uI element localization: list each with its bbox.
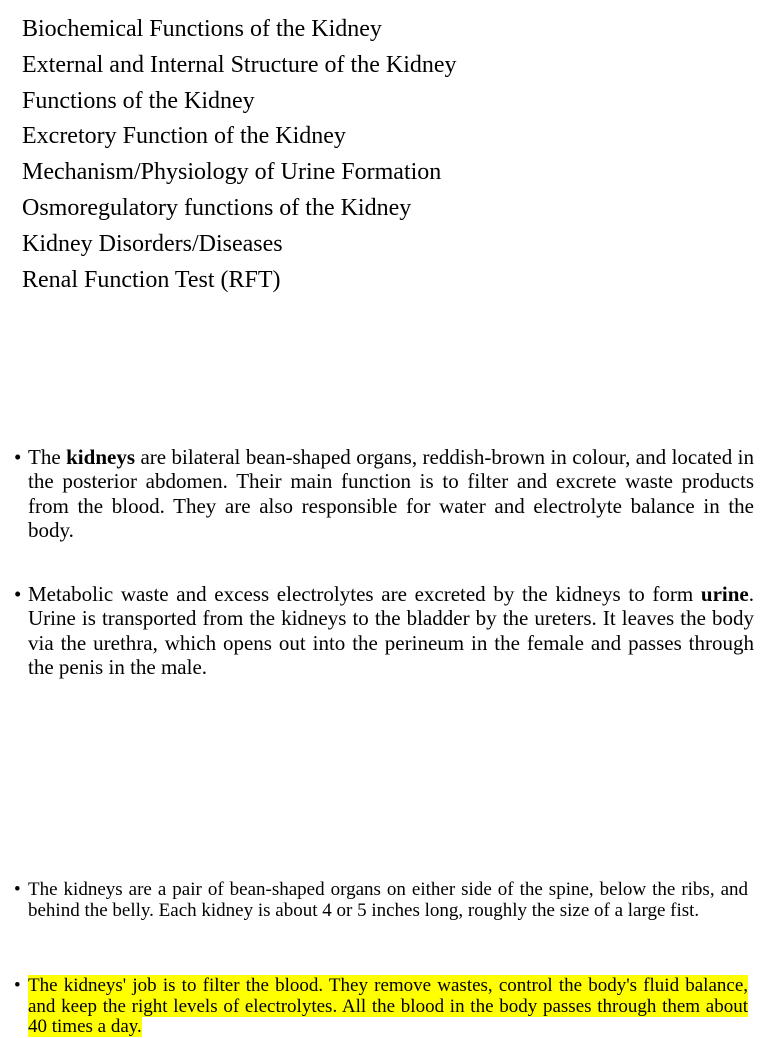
urine-paragraph xyxy=(14,582,754,679)
text-run: Metabolic waste and excess electrolytes are excreted by the kidneys to form xyxy=(28,582,701,606)
topic-item: Kidney Disorders/Diseases xyxy=(22,230,283,257)
topic-item: Osmoregulatory functions of the Kidney xyxy=(22,194,412,221)
paragraph-text: The kidneys are a pair of bean-shaped organs on either side of the spine, below the ribs, and behind the belly. Each kidney is about 4 or 5 inches long, roughly the size of a large fist. xyxy=(28,879,748,921)
topic-list xyxy=(22,12,457,298)
text-run: . Urine is transported from the kidneys to the bladder by the ureters. It leaves the body via the urethra, which opens out into the perineum in the female and passes through the penis in the male. xyxy=(28,582,754,679)
kidney-job-paragraph xyxy=(14,976,748,1038)
topic-item: Mechanism/Physiology of Urine Formation xyxy=(22,159,442,186)
paragraph-text xyxy=(28,582,754,679)
paragraph-text xyxy=(28,445,754,542)
bold-term: kidneys xyxy=(66,445,135,469)
bullet-icon: • xyxy=(14,445,22,469)
topic-item: Functions of the Kidney xyxy=(22,87,255,114)
topic-item: External and Internal Structure of the Kidney xyxy=(22,51,457,78)
kidney-location-paragraph xyxy=(14,880,748,921)
text-run: are bilateral bean-shaped organs, reddish-brown in colour, and located in the posterior abdomen. Their main function is to filter and excrete waste products from the blood. They are also responsible for water and electrolyte balance in the body. xyxy=(28,445,755,542)
text-run: The xyxy=(28,445,67,469)
paragraph-text xyxy=(28,976,748,1038)
topic-item: Biochemical Functions of the Kidney xyxy=(22,16,382,42)
bullet-icon: • xyxy=(14,879,21,900)
highlighted-text: The kidneys' job is to filter the blood. They remove wastes, control the body's fluid balance, and keep the right levels of electrolytes. All the blood in the body passes through them about 40 times a day. xyxy=(28,975,748,1038)
bullet-icon: • xyxy=(14,582,22,606)
kidneys-definition-paragraph xyxy=(14,445,754,542)
topic-item: Renal Function Test (RFT) xyxy=(22,266,281,293)
bullet-icon: • xyxy=(14,975,21,996)
topic-item: Excretory Function of the Kidney xyxy=(22,123,346,150)
bold-term: urine xyxy=(700,582,749,606)
